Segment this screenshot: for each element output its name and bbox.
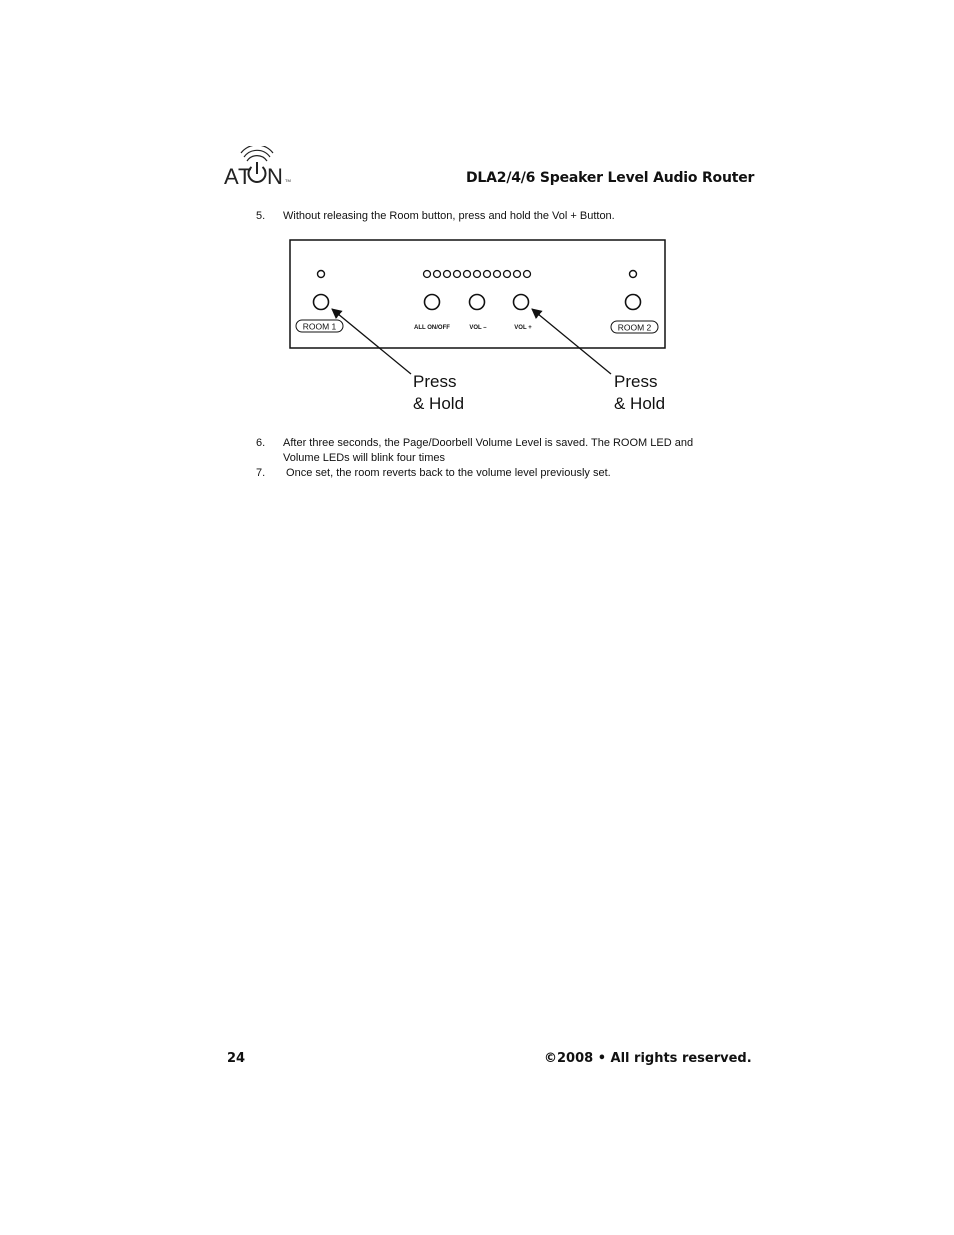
step-text: Without releasing the Room button, press and hold the Vol + Button. bbox=[283, 210, 615, 222]
right-callout-arrow bbox=[532, 309, 611, 374]
vol-minus-label: VOL – bbox=[469, 325, 487, 331]
callout-line: Press bbox=[614, 372, 658, 391]
all-on-off-label: ALL ON/OFF bbox=[414, 325, 450, 331]
copyright-notice: ©2008 • All rights reserved. bbox=[544, 1051, 752, 1066]
svg-text:T: T bbox=[238, 164, 252, 189]
svg-text:A: A bbox=[224, 164, 239, 189]
step-number: 5. bbox=[256, 210, 266, 222]
page-number: 24 bbox=[227, 1051, 246, 1066]
step-text: Once set, the room reverts back to the volume level previously set. bbox=[283, 467, 611, 479]
right-press-hold-callout bbox=[614, 371, 665, 415]
left-press-hold-callout bbox=[413, 371, 464, 415]
callout-line: & Hold bbox=[413, 394, 465, 413]
callout-line: & Hold bbox=[614, 394, 666, 413]
vol-plus-label: VOL + bbox=[514, 325, 532, 331]
step-text: After three seconds, the Page/Doorbell Volume Level is saved. The ROOM LED and Volume LEDs will blink four times bbox=[283, 437, 694, 464]
document-title: DLA2/4/6 Speaker Level Audio Router bbox=[466, 170, 755, 186]
room1-label: ROOM 1 bbox=[302, 321, 337, 332]
room2-label: ROOM 2 bbox=[617, 322, 652, 333]
left-callout-arrow bbox=[332, 309, 411, 374]
svg-text:N: N bbox=[267, 164, 283, 189]
step-number: 7. bbox=[256, 467, 266, 479]
step-number: 6. bbox=[256, 437, 266, 449]
svg-text:TM: TM bbox=[285, 178, 291, 183]
callout-line: Press bbox=[413, 372, 457, 391]
